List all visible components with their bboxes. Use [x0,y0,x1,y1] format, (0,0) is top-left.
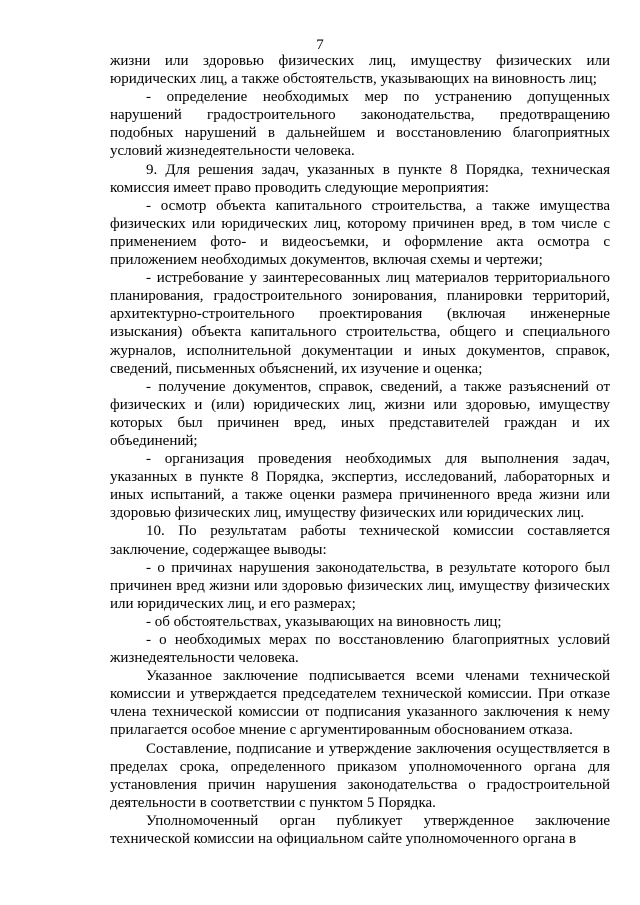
list-item-measures: - определение необходимых мер по устранению допущенных нарушений градостроительного законодательства, предотвращению подобных нарушений в дальнейшем и восстановлению благоприятных условий жизнедеятельности человека. [110,89,610,160]
list-item-requesting-materials: - истребование у заинтересованных лиц материалов территориального планирования, градостроительного зонирования, планировки территорий, архитектурно-строительного проектирования (включая инженерные изыскания) объекта капитального строительства, общего и специального журналов, исполнительной документации и иных документов, справок, сведений, письменных объяснений, их изучение и оценка; [110,270,610,377]
list-item-inspection: - осмотр объекта капитального строительства, а также имущества физических или юридических лиц, которому причинен вред, в том числе с применением фото- и видеосъемки, и оформление акта осмотра с приложением необходимых документов, включая схемы и чертежи; [110,197,610,269]
list-item-restoration: - о необходимых мерах по восстановлению благоприятных условий жизнедеятельности человека. [110,632,610,667]
list-item-circumstances: - об обстоятельствах, указывающих на виновность лиц; [146,613,502,630]
paragraph-signing: Указанное заключение подписывается всеми членами технической комиссии и утверждается председателем технической комиссии. При отказе члена технической комиссии от подписания указанного заключения к нему прилагается особое мнение с аргументированным обоснованием отказа. [110,668,610,739]
paragraph-approval: Составление, подписание и утверждение заключения осуществляется в пределах срока, определенного приказом уполномоченного органа для установления причин нарушения законодательства о градостроительной деятельности в соответствии с пунктом 5 Порядка. [110,740,610,811]
paragraph-clause-10: 10. По результатам работы технической комиссии составляется заключение, содержащее выводы: [110,523,610,558]
page-number: 7 [316,37,324,53]
document-body [110,52,610,848]
paragraph-clause-9: 9. Для решения задач, указанных в пункте 8 Порядка, техническая комиссия имеет право проводить следующие мероприятия: [110,161,610,196]
list-item-expertise: - организация проведения необходимых для выполнения задач, указанных в пункте 8 Порядка, экспертиз, исследований, лабораторных и иных испытаний, а также оценки размера причиненного вреда жизни или здоровью физических лиц, имуществу физических или юридических лиц. [110,451,610,522]
list-item-obtaining-documents: - получение документов, справок, сведений, а также разъяснений от физических и (или) юридических лиц, жизни или здоровью, имуществу которых был причинен вред, иных представителей граждан и их объединений; [110,378,610,449]
list-item-causes: - о причинах нарушения законодательства, в результате которого был причинен вред жизни или здоровью физических лиц, имуществу физических или юридических лиц, и его размерах; [110,559,610,612]
paragraph-continuation: жизни или здоровью физических лиц, имуществу физических или юридических лиц, а также обстоятельств, указывающих на виновность лиц; [110,53,610,88]
paragraph-publication: Уполномоченный орган публикует утвержденное заключение технической комиссии на официальном сайте уполномоченного органа в [110,812,610,848]
